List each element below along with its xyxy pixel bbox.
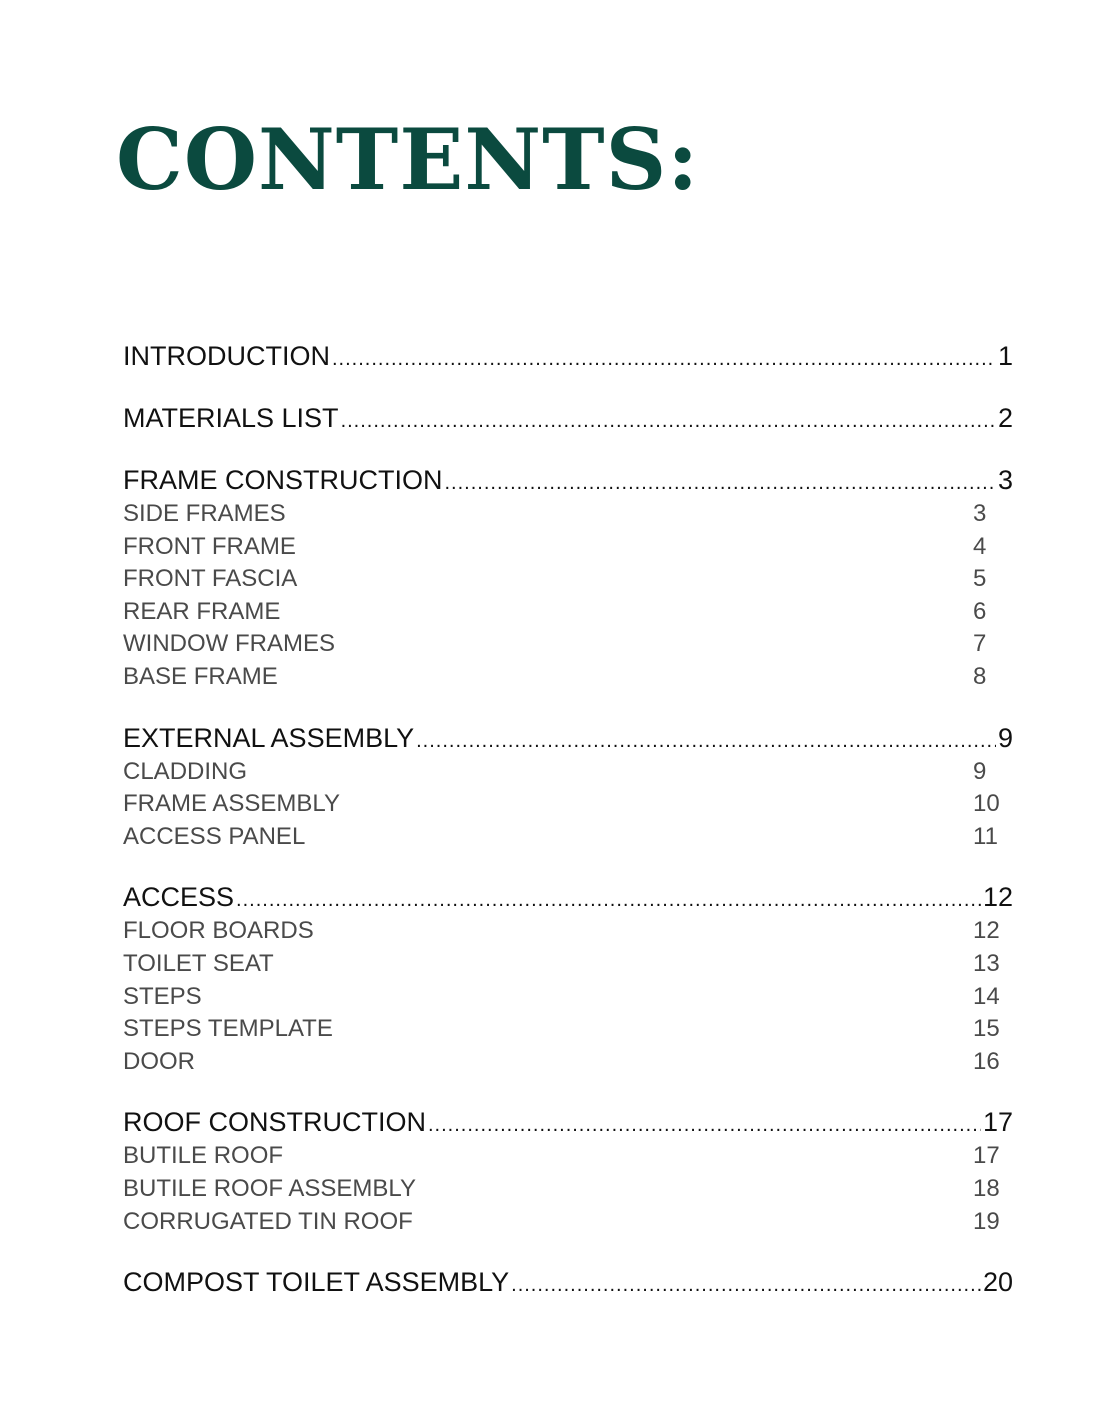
toc-heading-page: 2 xyxy=(997,403,1013,433)
toc-subitem-page: 10 xyxy=(973,790,1000,818)
toc-subitem-page: 16 xyxy=(973,1047,1000,1075)
toc-subitem[interactable] xyxy=(123,788,1013,821)
toc-subitem[interactable] xyxy=(123,1046,1013,1079)
toc-subitem-label: FRAME ASSEMBLY xyxy=(123,790,340,818)
toc-heading-page: 3 xyxy=(997,465,1013,495)
toc-section xyxy=(123,400,1013,436)
toc-subitem-label: BUTILE ROOF xyxy=(123,1142,284,1170)
toc-subitem[interactable] xyxy=(123,756,1013,789)
toc-subitem-page: 4 xyxy=(973,532,987,560)
toc-heading-label: MATERIALS LIST xyxy=(123,403,339,433)
dot-leader xyxy=(511,1267,981,1303)
toc-heading[interactable] xyxy=(123,720,1013,756)
toc-subitem-page: 9 xyxy=(973,757,987,785)
toc-heading[interactable] xyxy=(123,338,1013,374)
toc-subitem-label: FRONT FASCIA xyxy=(123,565,298,593)
toc-heading-page: 12 xyxy=(982,882,1013,913)
toc-subitem[interactable] xyxy=(123,1013,1013,1046)
toc-heading-page: 20 xyxy=(982,1267,1013,1298)
dot-leader xyxy=(236,882,981,918)
toc-heading-label: EXTERNAL ASSEMBLY xyxy=(123,722,415,753)
toc-section xyxy=(123,720,1013,854)
toc-subitem-page: 12 xyxy=(973,917,1000,945)
toc-section xyxy=(123,1104,1013,1238)
toc-section xyxy=(123,462,1013,694)
toc-heading[interactable] xyxy=(123,462,1013,498)
toc-subitem-label: ACCESS PANEL xyxy=(123,822,306,850)
toc-heading-page: 1 xyxy=(997,341,1013,371)
toc-subitem-page: 5 xyxy=(973,565,987,593)
toc-section xyxy=(123,338,1013,374)
table-of-contents xyxy=(123,338,1013,1326)
toc-section xyxy=(123,879,1013,1078)
toc-subitem-label: BUTILE ROOF ASSEMBLY xyxy=(123,1174,416,1202)
toc-subitem-label: CLADDING xyxy=(123,757,248,785)
toc-subitem[interactable] xyxy=(123,628,1013,661)
dot-leader xyxy=(341,403,996,439)
toc-subitem-page: 17 xyxy=(973,1142,1000,1170)
toc-subitem-page: 18 xyxy=(973,1174,1000,1202)
toc-subitem-page: 7 xyxy=(973,630,987,658)
toc-subitem-label: STEPS TEMPLATE xyxy=(123,1015,333,1043)
dot-leader xyxy=(445,465,996,501)
toc-subitem-label: FRONT FRAME xyxy=(123,532,296,560)
toc-heading-label: FRAME CONSTRUCTION xyxy=(123,465,443,495)
toc-subitem[interactable] xyxy=(123,1140,1013,1173)
toc-heading-page: 17 xyxy=(982,1107,1013,1138)
dot-leader xyxy=(332,341,996,377)
toc-subitem-label: CORRUGATED TIN ROOF xyxy=(123,1207,413,1235)
dot-leader xyxy=(428,1107,981,1143)
toc-subitem[interactable] xyxy=(123,563,1013,596)
toc-subitem-label: REAR FRAME xyxy=(123,597,281,625)
toc-subitem-label: BASE FRAME xyxy=(123,662,278,690)
toc-subitem[interactable] xyxy=(123,596,1013,629)
page-title: CONTENTS: xyxy=(116,110,700,209)
toc-subitem-page: 11 xyxy=(973,822,998,850)
toc-subitem[interactable] xyxy=(123,981,1013,1014)
toc-subitem-label: DOOR xyxy=(123,1047,195,1075)
toc-subitem-page: 6 xyxy=(973,597,987,625)
toc-subitem-page: 15 xyxy=(973,1015,1000,1043)
dot-leader xyxy=(416,723,996,759)
toc-heading-label: INTRODUCTION xyxy=(123,341,330,371)
toc-heading[interactable] xyxy=(123,1104,1013,1140)
toc-heading-page: 9 xyxy=(997,722,1013,753)
toc-heading-label: ROOF CONSTRUCTION xyxy=(123,1107,426,1138)
toc-subitem[interactable] xyxy=(123,1206,1013,1239)
toc-subitem[interactable] xyxy=(123,948,1013,981)
toc-subitem[interactable] xyxy=(123,498,1013,531)
toc-heading-label: COMPOST TOILET ASSEMBLY xyxy=(123,1267,510,1298)
toc-heading[interactable] xyxy=(123,400,1013,436)
toc-heading[interactable] xyxy=(123,879,1013,915)
toc-subitem-label: WINDOW FRAMES xyxy=(123,630,335,658)
toc-subitem[interactable] xyxy=(123,661,1013,694)
toc-subitem-page: 14 xyxy=(973,982,1000,1010)
toc-subitem[interactable] xyxy=(123,821,1013,854)
toc-subitem-label: TOILET SEAT xyxy=(123,949,274,977)
toc-subitem-label: SIDE FRAMES xyxy=(123,500,286,527)
toc-subitem[interactable] xyxy=(123,531,1013,564)
toc-subitem-page: 8 xyxy=(973,662,987,690)
toc-section xyxy=(123,1264,1013,1300)
toc-subitem[interactable] xyxy=(123,1173,1013,1206)
toc-heading[interactable] xyxy=(123,1264,1013,1300)
toc-subitem-label: STEPS xyxy=(123,982,202,1010)
toc-subitem-label: FLOOR BOARDS xyxy=(123,917,314,945)
toc-subitem-page: 19 xyxy=(973,1207,1000,1235)
toc-subitem[interactable] xyxy=(123,915,1013,948)
toc-subitem-page: 13 xyxy=(973,949,1000,977)
toc-subitem-page: 3 xyxy=(973,500,987,527)
toc-heading-label: ACCESS xyxy=(123,882,235,913)
